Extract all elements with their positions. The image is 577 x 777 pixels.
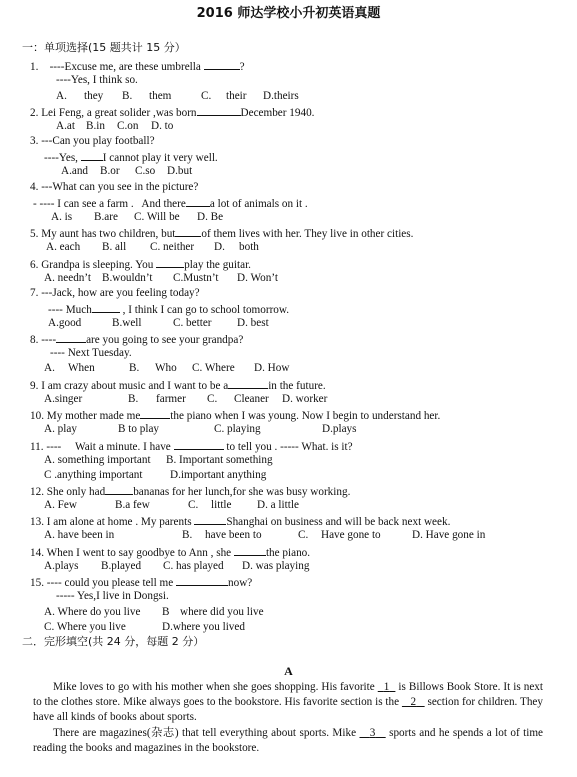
option-text: B.a few (115, 499, 150, 511)
question-1-stem: 1. ----Excuse me, are these umbrella (30, 61, 204, 73)
option-text: A. something important (44, 454, 151, 466)
option-text: A. each (46, 241, 81, 253)
question-10-stem-end: the piano when I was young. Now I begin to understand her. (170, 410, 441, 422)
question-8-stem: 8. ---- (30, 334, 57, 346)
option-label: C. (201, 90, 212, 102)
option-text: A. is (51, 211, 73, 223)
option-text: B to play (118, 423, 160, 435)
answer-blank (156, 256, 184, 268)
option-text: B.are (94, 211, 118, 223)
section-2-heading: 二．完形填空(共 24 分，每题 2 分） (22, 635, 205, 648)
question-6-stem-end: play the guitar. (184, 259, 251, 271)
passage-paragraph-2 (33, 726, 543, 756)
option-text: A. have been in (44, 529, 115, 541)
passage-text: sports and he spends a lot of time reading the books and magazines in the bookstore. (33, 727, 544, 755)
answer-blank (228, 377, 268, 389)
question-13-stem: 13. I am alone at home . My parents (30, 516, 195, 528)
question-2-stem: 2. Lei Feng, a great solider ,was born (30, 107, 197, 119)
option-text: A. Where do you live (44, 606, 141, 618)
option-label: B. (182, 529, 193, 541)
answer-blank (56, 331, 86, 343)
question-9-stem-end: in the future. (268, 380, 326, 392)
option-text: D.theirs (263, 90, 299, 102)
option-label: D. (214, 241, 225, 253)
blank-number-value: 2 (410, 696, 417, 709)
question-7: 7. ---Jack, how are you feeling today? (30, 287, 200, 299)
option-label: C. (188, 499, 199, 511)
option-text: C.on (117, 120, 139, 132)
answer-blank (81, 149, 103, 161)
question-4-reply-end: a lot of animals on it . (209, 198, 308, 210)
question-8-reply: ---- Next Tuesday. (50, 347, 132, 359)
answer-blank (140, 407, 170, 419)
option-text: A. Few (44, 499, 77, 511)
option-text: B.wouldn’t (102, 272, 153, 284)
option-text: Have gone to (321, 529, 381, 541)
option-text: A. play (44, 423, 77, 435)
passage-text: section for children. They have all kinds of books about sports. (33, 696, 543, 724)
answer-blank (186, 195, 210, 207)
option-text: C. playing (214, 423, 261, 435)
option-text: D.where you lived (162, 621, 245, 633)
answer-blank (204, 58, 240, 70)
option-label: B. (128, 393, 139, 405)
option-text: C. Will be (134, 211, 180, 223)
option-text: D.important anything (170, 469, 267, 481)
passage-paragraph-1 (33, 680, 543, 725)
option-text: they (84, 90, 104, 102)
question-15-stem: 15. ---- could you please tell me (30, 577, 177, 589)
option-text: farmer (156, 393, 186, 405)
option-text: B.or (100, 165, 120, 177)
question-1-stem-end: ? (239, 61, 245, 73)
option-text: A.good (48, 317, 82, 329)
question-10-stem: 10. My mother made me (30, 410, 141, 422)
blank-number-value: 3 (369, 727, 376, 739)
question-1-reply: ----Yes, I think so. (56, 74, 138, 86)
option-text: where did you live (180, 606, 264, 618)
question-3-reply-end: I cannot play it very well. (102, 152, 218, 164)
option-label: C. (207, 393, 218, 405)
option-text: little (211, 499, 232, 511)
option-text: D. How (254, 362, 290, 374)
answer-blank (234, 544, 266, 556)
answer-blank (176, 574, 228, 586)
question-12-stem-end: bananas for her lunch,for she was busy working. (133, 486, 351, 498)
option-text: D. Won’t (237, 272, 278, 284)
question-15-reply: ----- Yes,I live in Dongsi. (56, 590, 169, 602)
blank-number (402, 696, 425, 708)
option-text: B. Important something (166, 454, 273, 466)
blank-number-value: 1 (383, 681, 390, 693)
question-4: 4. ---What can you see in the picture? (30, 181, 199, 193)
question-5-stem-end: of them lives with her. They live in other cities. (201, 228, 414, 240)
question-7-reply-start: ---- Much (48, 304, 92, 316)
option-text: C. Where you live (44, 621, 126, 633)
question-4-reply-start: - ---- I can see a farm . And there (33, 198, 186, 210)
question-3: 3. ---Can you play football? (30, 135, 155, 147)
option-text: both (239, 241, 259, 253)
option-text: B.in (86, 120, 105, 132)
option-text: A. needn’t (44, 272, 92, 284)
question-11-stem-end: to tell you . ----- What. is it? (223, 441, 353, 453)
section-1-heading: 一：单项选择(15 题共计 15 分） (22, 41, 186, 54)
option-text: D. to (151, 120, 174, 132)
option-text: D.plays (322, 423, 357, 435)
option-text: A.and (61, 165, 89, 177)
answer-blank (197, 104, 241, 116)
option-text: D. best (237, 317, 269, 329)
option-text: When (68, 362, 95, 374)
option-label: B. (129, 362, 140, 374)
option-label: C. (298, 529, 309, 541)
question-9-stem: 9. I am crazy about music and I want to be a (30, 380, 229, 392)
passage-heading: A (284, 664, 293, 678)
option-text: A.singer (44, 393, 83, 405)
option-label: A. (56, 90, 67, 102)
question-7-reply-end: , I think I can go to school tomorrow. (119, 304, 290, 316)
option-text: them (149, 90, 172, 102)
answer-blank (175, 225, 201, 237)
question-15-stem-end: now? (228, 577, 253, 589)
question-3-reply-start: ----Yes, (44, 152, 81, 164)
question-6-stem: 6. Grandpa is sleeping. You (30, 259, 157, 271)
option-label: B. (122, 90, 133, 102)
passage-text: is Billows Book Store. It is next to the clothes store. Mike always goes to the bookstore. His favorite section is the (33, 681, 543, 709)
option-text: D. Be (197, 211, 224, 223)
blank-number (359, 727, 385, 739)
option-text: Who (155, 362, 177, 374)
option-text: D. a little (257, 499, 299, 511)
option-text: C .anything important (44, 469, 143, 481)
question-11-stem: 11. ---- Wait a minute. I have (30, 441, 174, 453)
question-2-stem-end: December 1940. (240, 107, 315, 119)
answer-blank (92, 301, 120, 313)
question-12-stem: 12. She only had (30, 486, 106, 498)
option-text: C. Where (192, 362, 235, 374)
option-text: B. all (102, 241, 127, 253)
passage-text: Mike loves to go with his mother when she goes shopping. His favorite (53, 681, 378, 693)
option-text: C. neither (150, 241, 195, 253)
question-14-stem-end: the piano. (265, 547, 311, 559)
option-text: C. better (173, 317, 212, 329)
option-text: C.so (135, 165, 156, 177)
question-5-stem: 5. My aunt has two children, but (30, 228, 176, 240)
page-title: 2016 师达学校小升初英语真题 (196, 6, 381, 21)
question-8-stem-end: are you going to see your grandpa? (86, 334, 244, 346)
option-text: A.plays (44, 560, 79, 572)
answer-blank (174, 438, 224, 450)
answer-blank (105, 483, 133, 495)
option-text: D. was playing (242, 560, 310, 572)
option-text: their (226, 90, 247, 102)
option-text: D. worker (282, 393, 328, 405)
option-text: B.well (112, 317, 142, 329)
option-text: A.at (56, 120, 75, 132)
option-text: D.but (167, 165, 193, 177)
option-text: Cleaner (234, 393, 269, 405)
option-text: B.played (101, 560, 142, 572)
question-13-stem-end: Shanghai on business and will be back next week. (226, 516, 451, 528)
question-14-stem: 14. When I went to say goodbye to Ann , she (30, 547, 234, 559)
passage-text: There are magazines(杂志) that tell everything about sports. Mike (53, 727, 360, 739)
option-text: have been to (205, 529, 262, 541)
option-label: B (162, 606, 170, 618)
option-text: C. has played (163, 560, 224, 572)
option-text: D. Have gone in (412, 529, 486, 541)
answer-blank (194, 513, 226, 525)
option-text: C.Mustn’t (173, 272, 219, 284)
blank-number (378, 681, 396, 693)
option-label: A. (44, 362, 55, 374)
